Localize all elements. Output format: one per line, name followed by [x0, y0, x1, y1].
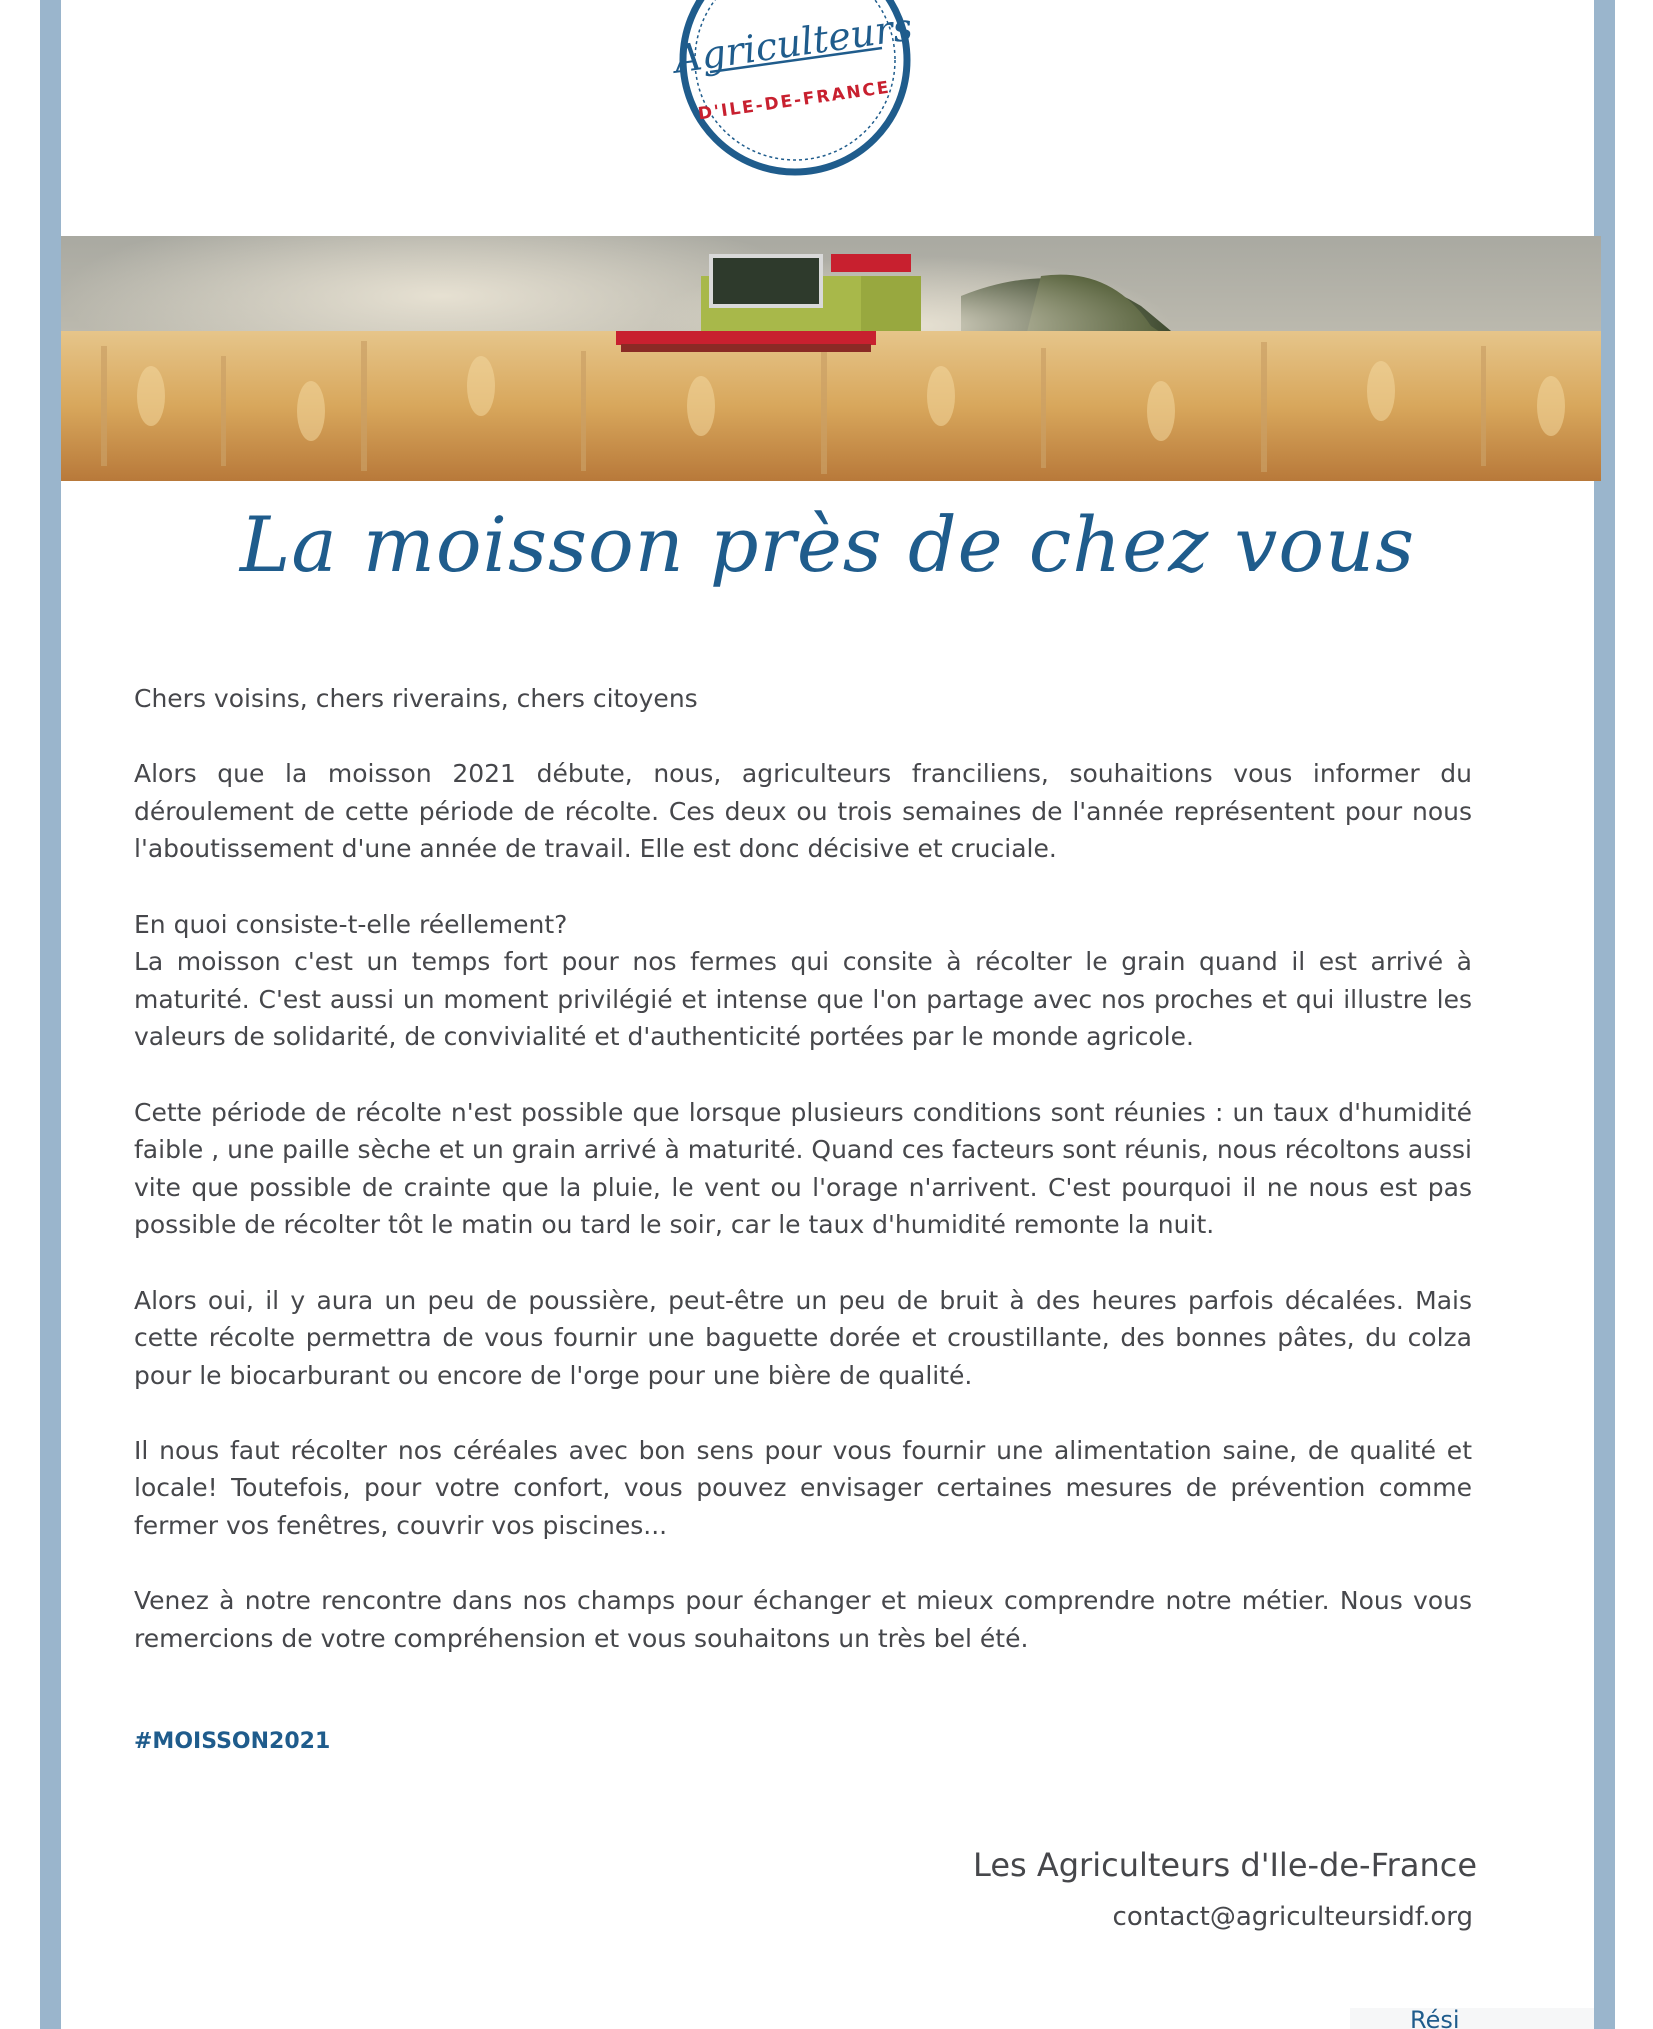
agriculteurs-idf-logo: [670, 0, 920, 176]
question-heading: En quoi consiste-t-elle réellement?: [134, 909, 568, 939]
letter-body: [134, 680, 1472, 1695]
paragraph-conditions: Cette période de récolte n'est possible que lorsque plusieurs conditions sont réunies : un taux d'humidité faible , une paille sèche et un grain arrivé à maturité. Quand ces facteurs sont réunis, nous récoltons aussi vite que possible de crainte que la pluie, le vent ou l'orage n'arrivent. C'est pourquoi il ne nous est pas possible de récolter tôt le matin ou tard le soir, car le taux d'humidité remonte la nuit.: [134, 1097, 1472, 1240]
corner-chip-label: Rési: [1410, 2008, 1460, 2029]
logo-line1: Agriculteurs: [671, 4, 916, 82]
paragraph-invitation: Venez à notre rencontre dans nos champs pour échanger et mieux comprendre notre métier. Nous vous remercions de votre compréhension et vous souhaitons un très bel été.: [134, 1586, 1472, 1653]
contact-email[interactable]: contact@agriculteursidf.org: [1112, 1902, 1473, 1932]
greeting: Chers voisins, chers riverains, chers citoyens: [134, 684, 698, 713]
paragraph-definition: La moisson c'est un temps fort pour nos fermes qui consite à récolter le grain quand il est arrivé à maturité. C'est aussi un moment privilégié et intense que l'on partage avec nos proches et qui illustre les valeurs de solidarité, de convivialité et d'authenticité portées par le monde agricole.: [134, 947, 1472, 1052]
harvest-banner: [61, 236, 1601, 481]
wheat-harvest-photo-icon: [61, 236, 1601, 481]
page-title: La moisson près de chez vous: [239, 500, 1416, 589]
logo-line2: D'ILE-DE-FRANCE: [696, 77, 892, 125]
paragraph-intro: Alors que la moisson 2021 débute, nous, agriculteurs franciliens, souhaitions vous informer du déroulement de cette période de récolte. Ces deux ou trois semaines de l'année représentent pour nous l'aboutissement d'une année de travail. Elle est donc décisive et cruciale.: [134, 759, 1472, 864]
signature: Les Agriculteurs d'Ile-de-France: [973, 1846, 1477, 1884]
paragraph-prevention: Il nous faut récolter nos céréales avec bon sens pour vous fournir une alimentation saine, de qualité et locale! Toutefois, pour votre confort, vous pouvez envisager certaines mesures de prévention comme fermer vos fenêtres, couvrir vos piscines...: [134, 1435, 1472, 1541]
paragraph-nuisances: Alors oui, il y aura un peu de poussière, peut-être un peu de bruit à des heures parfois décalées. Mais cette récolte permettra de vous fournir une baguette dorée et croustillante, des bonnes pâtes, du colza pour le biocarburant ou encore de l'orge pour une bière de qualité.: [134, 1285, 1472, 1390]
hashtag[interactable]: #MOISSON2021: [134, 1729, 331, 1754]
corner-chip[interactable]: [1350, 2008, 1594, 2029]
page-border-left: [40, 0, 61, 2029]
